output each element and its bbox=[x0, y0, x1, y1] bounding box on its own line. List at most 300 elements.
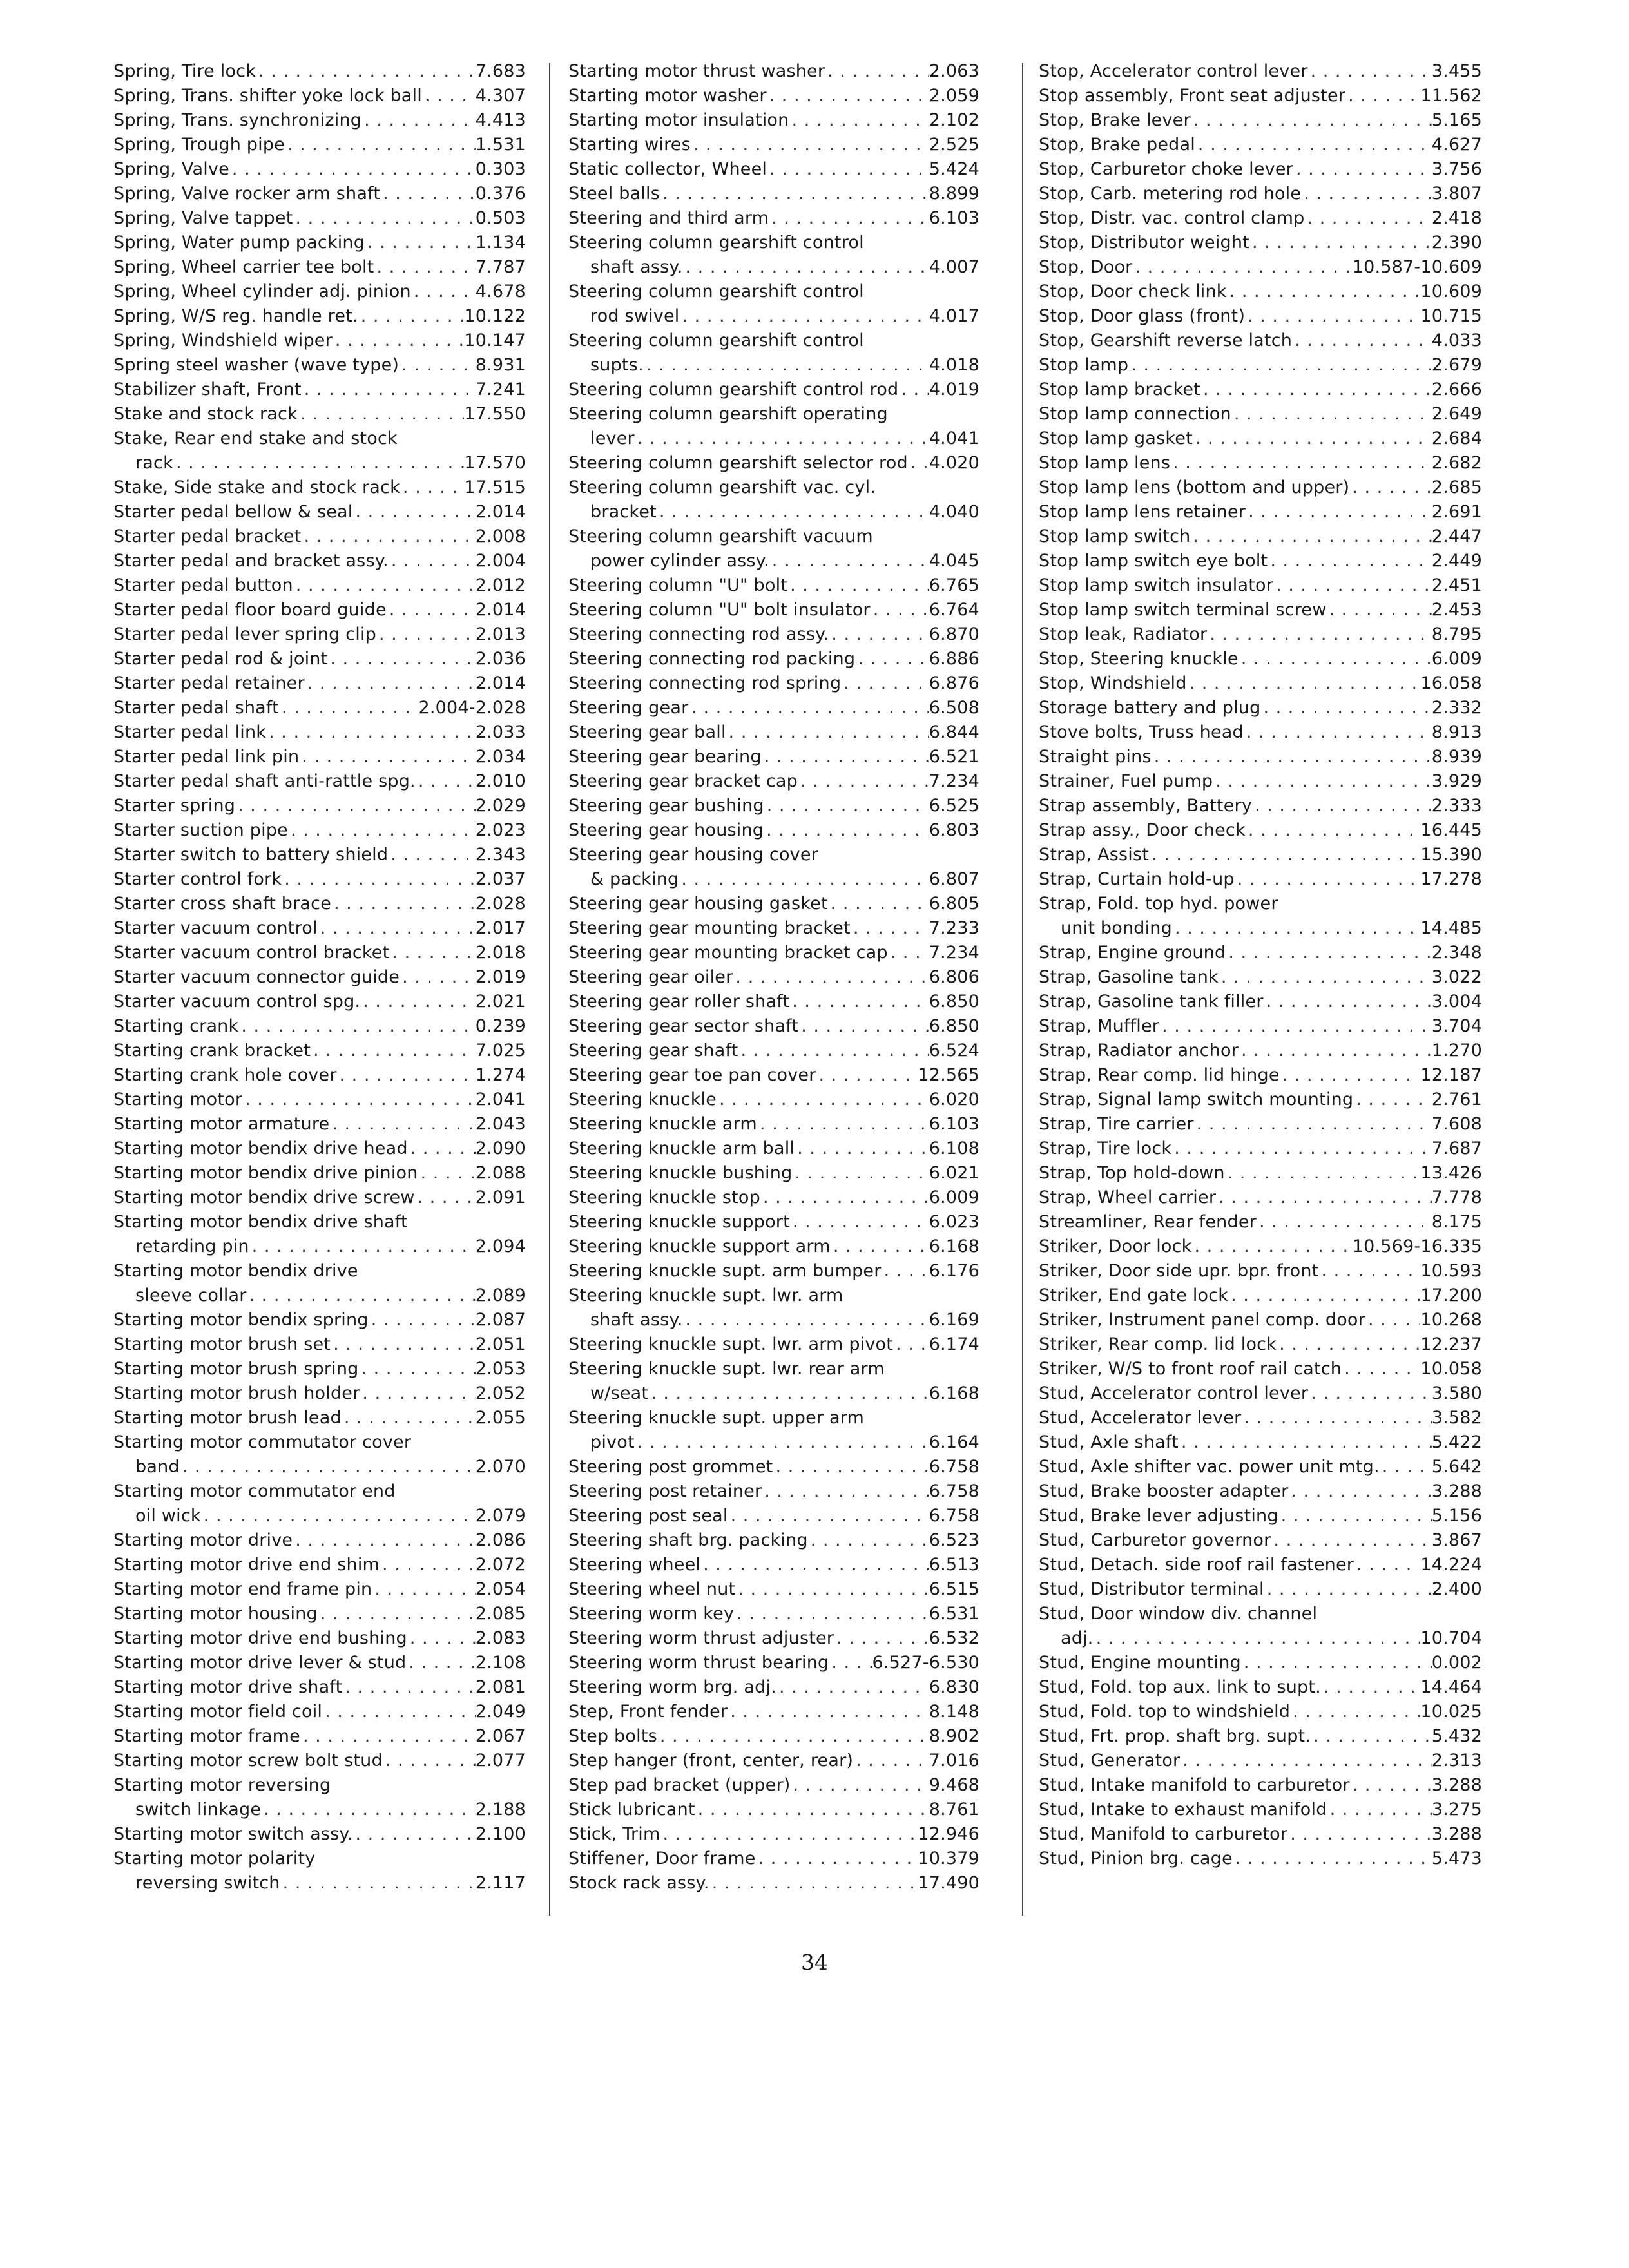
entry-reference: 6.020 bbox=[929, 1090, 979, 1110]
index-entry bbox=[1039, 1798, 1482, 1822]
dot-leader bbox=[635, 1430, 929, 1455]
index-entry bbox=[1039, 598, 1482, 622]
dot-leader bbox=[249, 1235, 476, 1259]
dot-leader bbox=[380, 1553, 476, 1577]
entry-term: Stop leak, Radiator bbox=[1039, 624, 1208, 644]
entry-reference: 6.508 bbox=[929, 698, 979, 718]
entry-term: Steering knuckle bushing bbox=[568, 1163, 793, 1183]
entry-reference: 2.021 bbox=[475, 992, 526, 1012]
entry-reference: 2.313 bbox=[1431, 1751, 1482, 1771]
entry-term: Steering knuckle supt. lwr. rear arm bbox=[568, 1359, 885, 1379]
entry-reference: 3.022 bbox=[1431, 967, 1482, 987]
dot-leader bbox=[406, 1651, 475, 1675]
entry-reference: 2.023 bbox=[475, 820, 526, 840]
index-entry bbox=[113, 720, 526, 745]
entry-term: Straight pins bbox=[1039, 747, 1152, 767]
entry-reference: 8.175 bbox=[1431, 1212, 1482, 1232]
entry-reference: 2.079 bbox=[475, 1506, 526, 1526]
index-entry bbox=[1039, 1724, 1482, 1749]
index-entry bbox=[113, 280, 526, 304]
dot-leader bbox=[893, 1332, 929, 1357]
entry-term-continued: unit bonding bbox=[1061, 918, 1172, 938]
dot-leader bbox=[279, 696, 419, 720]
index-entry bbox=[1039, 1479, 1482, 1504]
entry-reference: 2.449 bbox=[1431, 551, 1482, 571]
entry-reference: 3.704 bbox=[1431, 1016, 1482, 1036]
dot-leader bbox=[1349, 476, 1431, 500]
index-entry bbox=[113, 378, 526, 402]
entry-term: Starting motor frame bbox=[113, 1726, 300, 1746]
index-entry bbox=[1039, 206, 1482, 231]
dot-leader bbox=[1257, 1210, 1432, 1235]
entry-reference: 8.761 bbox=[929, 1800, 979, 1820]
entry-term-continued: lever bbox=[590, 428, 635, 448]
entry-term: Stop lamp switch insulator bbox=[1039, 575, 1274, 595]
index-entry bbox=[113, 941, 526, 965]
entry-reference: 2.102 bbox=[929, 110, 979, 130]
entry-term: Starting motor housing bbox=[113, 1604, 318, 1624]
index-entry bbox=[113, 1112, 526, 1137]
entry-reference: 3.580 bbox=[1431, 1383, 1482, 1403]
index-entry bbox=[1039, 965, 1482, 990]
index-entry bbox=[568, 671, 979, 696]
index-entry bbox=[568, 1773, 979, 1798]
entry-reference: 2.004 bbox=[475, 551, 526, 571]
entry-term: Stud, Fold. top to windshield bbox=[1039, 1702, 1291, 1722]
entry-term: Steering knuckle support arm bbox=[568, 1236, 831, 1256]
index-entry bbox=[568, 1651, 979, 1675]
entry-term: Starting motor reversing bbox=[113, 1775, 331, 1795]
entry-reference: 2.453 bbox=[1431, 600, 1482, 620]
dot-leader bbox=[358, 1357, 475, 1381]
index-entry bbox=[568, 1749, 979, 1773]
dot-leader bbox=[383, 1749, 476, 1773]
dot-leader bbox=[389, 549, 476, 573]
entry-reference: 7.683 bbox=[475, 61, 526, 81]
dot-leader bbox=[293, 206, 476, 231]
entry-term: Steering worm key bbox=[568, 1604, 735, 1624]
entry-term: Starting wires bbox=[568, 135, 691, 155]
entry-reference: 3.929 bbox=[1431, 771, 1482, 791]
entry-reference: 17.278 bbox=[1420, 869, 1482, 889]
dot-leader bbox=[1193, 427, 1432, 451]
entry-term: Starting motor field coil bbox=[113, 1702, 323, 1722]
dot-leader bbox=[1280, 1063, 1421, 1088]
dot-leader bbox=[660, 1822, 918, 1847]
index-entry bbox=[1039, 867, 1482, 892]
dot-leader bbox=[734, 1602, 929, 1626]
dot-leader bbox=[851, 916, 929, 941]
dot-leader bbox=[302, 378, 476, 402]
dot-leader bbox=[311, 1039, 476, 1063]
entry-reference: 2.390 bbox=[1431, 233, 1482, 253]
entry-reference: 11.562 bbox=[1420, 86, 1482, 106]
dot-leader bbox=[898, 378, 929, 402]
entry-reference: 6.807 bbox=[929, 869, 979, 889]
index-entry bbox=[568, 990, 979, 1014]
dot-leader bbox=[1288, 1479, 1431, 1504]
entry-reference: 6.758 bbox=[929, 1481, 979, 1501]
index-entry bbox=[113, 1186, 526, 1210]
entry-term: Stud, Fold. top aux. link to supt. bbox=[1039, 1677, 1321, 1697]
index-entry bbox=[113, 598, 526, 622]
dot-leader bbox=[380, 182, 476, 206]
entry-term: Starting crank bbox=[113, 1016, 239, 1036]
entry-term: Starter vacuum control spg. bbox=[113, 992, 361, 1012]
entry-reference: 10.379 bbox=[918, 1849, 979, 1869]
entry-reference: 0.239 bbox=[475, 1016, 526, 1036]
entry-reference: 6.803 bbox=[929, 820, 979, 840]
index-entry bbox=[1039, 378, 1482, 402]
index-entry bbox=[568, 1455, 979, 1479]
index-entry bbox=[113, 1822, 526, 1847]
entry-term: Stop lamp connection bbox=[1039, 404, 1231, 424]
entry-reference: 6.521 bbox=[929, 747, 979, 767]
index-entry bbox=[1039, 671, 1482, 696]
entry-reference: 3.582 bbox=[1431, 1408, 1482, 1428]
index-entry bbox=[113, 892, 526, 916]
index-entry bbox=[568, 524, 979, 573]
entry-term: Steering gear oiler bbox=[568, 967, 733, 987]
entry-reference: 4.678 bbox=[475, 282, 526, 302]
entry-term-continued: power cylinder assy. bbox=[590, 551, 769, 571]
index-entry bbox=[568, 1186, 979, 1210]
index-entry bbox=[568, 965, 979, 990]
index-entry bbox=[113, 1430, 526, 1479]
dot-leader bbox=[400, 476, 464, 500]
entry-term: Starting motor screw bolt stud bbox=[113, 1751, 383, 1771]
entry-term: Stove bolts, Truss head bbox=[1039, 722, 1244, 742]
index-entry bbox=[568, 573, 979, 598]
dot-leader bbox=[1159, 1014, 1432, 1039]
entry-term: Starting motor bendix drive screw bbox=[113, 1187, 415, 1207]
entry-reference: 0.503 bbox=[475, 208, 526, 228]
index-entry bbox=[1039, 108, 1482, 133]
index-entry bbox=[113, 696, 526, 720]
entry-term-continued: bracket bbox=[590, 502, 657, 522]
entry-reference: 4.041 bbox=[929, 428, 979, 448]
entry-reference: 12.946 bbox=[918, 1824, 979, 1844]
entry-reference: 2.029 bbox=[475, 796, 526, 816]
entry-reference: 8.148 bbox=[929, 1702, 979, 1722]
index-entry bbox=[1039, 1161, 1482, 1186]
entry-term: Stop, Gearshift reverse latch bbox=[1039, 331, 1293, 351]
index-entry bbox=[568, 843, 979, 892]
entry-reference: 16.445 bbox=[1420, 820, 1482, 840]
entry-reference: 2.077 bbox=[475, 1751, 526, 1771]
entry-term: Starter pedal retainer bbox=[113, 673, 305, 693]
dot-leader bbox=[1213, 769, 1431, 794]
dot-leader bbox=[691, 133, 929, 157]
entry-reference: 6.850 bbox=[929, 1016, 979, 1036]
index-entry bbox=[568, 231, 979, 280]
entry-reference: 12.565 bbox=[918, 1065, 979, 1085]
index-entry bbox=[1039, 59, 1482, 84]
entry-reference: 12.187 bbox=[1420, 1065, 1482, 1085]
index-entry bbox=[1039, 549, 1482, 573]
entry-term: Stud, Manifold to carburetor bbox=[1039, 1824, 1288, 1844]
entry-reference: 6.009 bbox=[1431, 649, 1482, 669]
entry-term: Spring, Wheel carrier tee bolt bbox=[113, 257, 374, 277]
entry-term: Starter pedal floor board guide bbox=[113, 600, 387, 620]
dot-leader bbox=[331, 892, 476, 916]
index-entry bbox=[113, 1308, 526, 1332]
index-entry bbox=[568, 1479, 979, 1504]
entry-term-continued: shaft assy. bbox=[590, 1310, 683, 1330]
index-entry bbox=[1039, 1308, 1482, 1332]
index-entry bbox=[1039, 1528, 1482, 1553]
entry-term: Streamliner, Rear fender bbox=[1039, 1212, 1257, 1232]
index-entry bbox=[568, 745, 979, 769]
entry-term: Stick lubricant bbox=[568, 1800, 695, 1820]
entry-term: Spring, Valve rocker arm shaft bbox=[113, 184, 381, 204]
entry-reference: 2.447 bbox=[1431, 526, 1482, 546]
index-entry bbox=[1039, 1700, 1482, 1724]
entry-term: Starter pedal and bracket assy. bbox=[113, 551, 389, 571]
entry-term: Steering gear toe pan cover bbox=[568, 1065, 816, 1085]
index-column-2 bbox=[568, 59, 979, 1896]
entry-reference: 7.687 bbox=[1431, 1139, 1482, 1158]
dot-leader bbox=[1170, 451, 1432, 476]
entry-reference: 1.531 bbox=[475, 135, 526, 155]
entry-reference: 2.059 bbox=[929, 86, 979, 106]
index-entry bbox=[1039, 1259, 1482, 1283]
index-entry bbox=[1039, 1235, 1482, 1259]
dot-leader bbox=[1327, 598, 1432, 622]
entry-term: Starting motor insulation bbox=[568, 110, 789, 130]
entry-reference: 2.091 bbox=[475, 1187, 526, 1207]
dot-leader bbox=[201, 1504, 476, 1528]
index-entry bbox=[113, 1014, 526, 1039]
entry-reference: 10.587-10.609 bbox=[1352, 257, 1482, 277]
entry-reference: 2.083 bbox=[475, 1628, 526, 1648]
dot-leader bbox=[709, 1871, 918, 1896]
entry-term: Steering gear shaft bbox=[568, 1041, 738, 1061]
entry-term: Steering column gearshift selector rod bbox=[568, 453, 908, 473]
entry-term: Strap, Signal lamp switch mounting bbox=[1039, 1090, 1354, 1110]
entry-reference: 4.627 bbox=[1431, 135, 1482, 155]
entry-term: Strap, Top hold-down bbox=[1039, 1163, 1225, 1183]
dot-leader bbox=[841, 671, 929, 696]
dot-leader bbox=[1380, 1455, 1432, 1479]
entry-reference: 6.515 bbox=[929, 1579, 979, 1599]
entry-reference: 2.333 bbox=[1431, 796, 1482, 816]
entry-term: Steering gear ball bbox=[568, 722, 726, 742]
entry-reference: 1.270 bbox=[1431, 1041, 1482, 1061]
entry-term: Striker, End gate lock bbox=[1039, 1285, 1229, 1305]
index-entry bbox=[1039, 524, 1482, 549]
entry-reference: 7.233 bbox=[929, 918, 979, 938]
index-entry bbox=[113, 1039, 526, 1063]
entry-reference: 2.052 bbox=[475, 1383, 526, 1403]
entry-term: Starting motor bendix drive bbox=[113, 1261, 358, 1281]
entry-term: Spring, Trans. shifter yoke lock ball bbox=[113, 86, 422, 106]
dot-leader bbox=[1179, 1430, 1432, 1455]
entry-reference: 6.876 bbox=[929, 673, 979, 693]
dot-leader bbox=[767, 157, 929, 182]
entry-term: Strap, Radiator anchor bbox=[1039, 1041, 1239, 1061]
index-entry bbox=[113, 1847, 526, 1896]
dot-leader bbox=[1292, 329, 1432, 353]
entry-term: Strap, Tire carrier bbox=[1039, 1114, 1194, 1134]
index-entry bbox=[568, 1088, 979, 1112]
entry-reference: 1.134 bbox=[475, 233, 526, 253]
entry-reference: 7.787 bbox=[475, 257, 526, 277]
entry-term: Spring, Water pump packing bbox=[113, 233, 365, 253]
dot-leader bbox=[683, 1308, 929, 1332]
dot-leader bbox=[769, 549, 929, 573]
dot-leader bbox=[293, 1528, 475, 1553]
dot-leader bbox=[1225, 1161, 1421, 1186]
entry-term: Stop lamp gasket bbox=[1039, 428, 1193, 448]
index-entry bbox=[113, 59, 526, 84]
entry-reference: 2.019 bbox=[475, 967, 526, 987]
dot-leader bbox=[418, 1161, 476, 1186]
entry-term: Steering column gearshift control bbox=[568, 331, 864, 351]
index-entry bbox=[568, 1063, 979, 1088]
dot-leader bbox=[318, 1602, 476, 1626]
entry-term: Starter cross shaft brace bbox=[113, 894, 332, 914]
dot-leader bbox=[1353, 1088, 1431, 1112]
entry-reference: 4.007 bbox=[929, 257, 979, 277]
index-entry bbox=[113, 1259, 526, 1308]
entry-reference: 6.870 bbox=[929, 624, 979, 644]
index-entry bbox=[568, 794, 979, 818]
index-entry bbox=[568, 182, 979, 206]
entry-reference: 14.485 bbox=[1420, 918, 1482, 938]
entry-term: Strap, Tire lock bbox=[1039, 1139, 1172, 1158]
index-entry bbox=[113, 133, 526, 157]
dot-leader bbox=[1239, 647, 1432, 671]
dot-leader bbox=[764, 818, 929, 843]
entry-reference: 0.376 bbox=[475, 184, 526, 204]
dot-leader bbox=[247, 1283, 476, 1308]
index-entry bbox=[113, 818, 526, 843]
entry-reference: 6.524 bbox=[929, 1041, 979, 1061]
entry-reference: 2.063 bbox=[929, 61, 979, 81]
dot-leader bbox=[300, 1724, 476, 1749]
entry-reference: 6.758 bbox=[929, 1506, 979, 1526]
index-entry bbox=[568, 157, 979, 182]
dot-leader bbox=[389, 941, 475, 965]
entry-term: Steering column gearshift vacuum bbox=[568, 526, 873, 546]
entry-reference: 6.168 bbox=[929, 1383, 979, 1403]
entry-reference: 2.348 bbox=[1431, 943, 1482, 963]
index-entry bbox=[1039, 427, 1482, 451]
entry-term: Static collector, Wheel bbox=[568, 159, 767, 179]
dot-leader bbox=[1260, 696, 1431, 720]
dot-leader bbox=[1290, 1700, 1420, 1724]
entry-term: Spring, Valve tappet bbox=[113, 208, 293, 228]
entry-reference: 2.525 bbox=[929, 135, 979, 155]
entry-term: Stud, Axle shaft bbox=[1039, 1432, 1179, 1452]
entry-reference: 2.014 bbox=[475, 502, 526, 522]
index-entry bbox=[113, 1749, 526, 1773]
dot-leader bbox=[769, 206, 929, 231]
entry-reference: 2.004-2.028 bbox=[418, 698, 526, 718]
index-entry bbox=[113, 1553, 526, 1577]
entry-term: Strap assembly, Battery bbox=[1039, 796, 1252, 816]
entry-term: Steering gear sector shaft bbox=[568, 1016, 799, 1036]
dot-leader bbox=[680, 304, 929, 329]
entry-term: Steering worm brg. adj. bbox=[568, 1677, 776, 1697]
entry-reference: 17.570 bbox=[464, 453, 526, 473]
entry-reference: 8.913 bbox=[1431, 722, 1482, 742]
dot-leader bbox=[352, 500, 475, 524]
entry-reference: 0.303 bbox=[475, 159, 526, 179]
dot-leader bbox=[1194, 1112, 1432, 1137]
entry-reference: 2.012 bbox=[475, 575, 526, 595]
dot-leader bbox=[1287, 1822, 1432, 1847]
dot-leader bbox=[717, 1088, 929, 1112]
entry-reference: 2.108 bbox=[475, 1653, 526, 1673]
entry-reference: 2.041 bbox=[475, 1090, 526, 1110]
entry-reference: 8.902 bbox=[929, 1726, 979, 1746]
entry-term: Steering knuckle stop bbox=[568, 1187, 760, 1207]
dot-leader bbox=[1246, 500, 1432, 524]
entry-reference: 13.426 bbox=[1420, 1163, 1482, 1183]
index-entry bbox=[113, 990, 526, 1014]
dot-leader bbox=[1354, 1553, 1420, 1577]
entry-reference: 2.088 bbox=[475, 1163, 526, 1183]
entry-reference: 3.807 bbox=[1431, 184, 1482, 204]
entry-term: Starter control fork bbox=[113, 869, 282, 889]
dot-leader bbox=[1200, 378, 1432, 402]
entry-reference: 7.234 bbox=[929, 943, 979, 963]
index-entry bbox=[113, 622, 526, 647]
index-entry bbox=[1039, 329, 1482, 353]
entry-reference: 5.473 bbox=[1431, 1849, 1482, 1869]
column-divider bbox=[549, 63, 550, 1916]
index-entry bbox=[568, 769, 979, 794]
entry-term: Steering post seal bbox=[568, 1506, 728, 1526]
index-entry bbox=[1039, 1186, 1482, 1210]
entry-term: Steering and third arm bbox=[568, 208, 769, 228]
dot-leader bbox=[1226, 941, 1431, 965]
dot-leader bbox=[834, 1626, 929, 1651]
entry-reference: 4.019 bbox=[929, 380, 979, 399]
entry-term: Starter pedal link pin bbox=[113, 747, 300, 767]
index-entry bbox=[113, 182, 526, 206]
dot-leader bbox=[773, 1455, 929, 1479]
index-entry bbox=[113, 1479, 526, 1528]
entry-reference: 6.764 bbox=[929, 600, 979, 620]
entry-reference: 2.033 bbox=[475, 722, 526, 742]
entry-term-continued: rack bbox=[135, 453, 173, 473]
dot-leader bbox=[1249, 231, 1432, 255]
entry-term: Stud, Distributor terminal bbox=[1039, 1579, 1264, 1599]
index-entry bbox=[1039, 1455, 1482, 1479]
dot-leader bbox=[871, 598, 929, 622]
entry-reference: 2.117 bbox=[475, 1873, 526, 1893]
index-entry bbox=[113, 1651, 526, 1675]
index-column-3 bbox=[1039, 59, 1482, 1871]
entry-term-continued: retarding pin bbox=[135, 1236, 249, 1256]
entry-reference: 6.531 bbox=[929, 1604, 979, 1624]
page-number: 34 bbox=[801, 1950, 828, 1975]
entry-term-continued: rod swivel bbox=[590, 306, 680, 326]
entry-term: Stake, Rear end stake and stock bbox=[113, 428, 398, 448]
entry-reference: 4.413 bbox=[475, 110, 526, 130]
entry-term: Steering knuckle supt. upper arm bbox=[568, 1408, 865, 1428]
entry-term: Stud, Pinion brg. cage bbox=[1039, 1849, 1233, 1869]
entry-term: Starting motor bendix spring bbox=[113, 1310, 369, 1330]
entry-term: Steering gear housing cover bbox=[568, 845, 818, 865]
entry-term: Starting motor end frame pin bbox=[113, 1579, 372, 1599]
dot-leader bbox=[238, 1014, 475, 1039]
index-entry bbox=[568, 133, 979, 157]
dot-leader bbox=[1301, 182, 1432, 206]
